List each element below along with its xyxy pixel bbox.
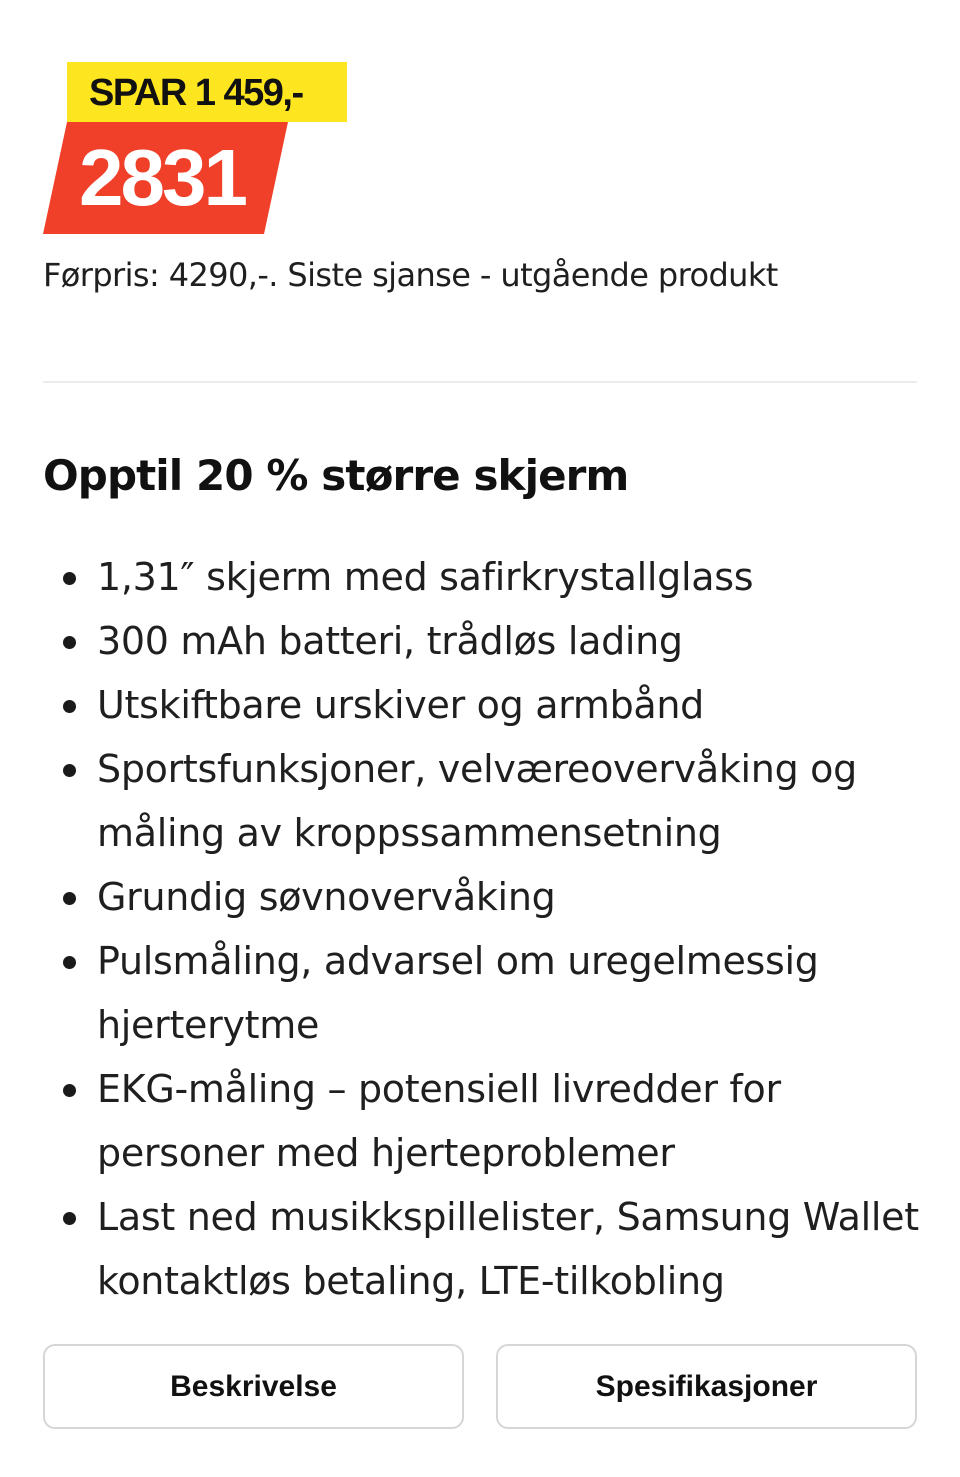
save-badge: SPAR 1 459,- xyxy=(67,62,347,122)
feature-text: 1,31″ skjerm med safirkrystallglass xyxy=(97,555,754,599)
feature-text: EKG-måling – potensiell livredder for personer med hjerteproblemer xyxy=(97,1067,781,1175)
feature-item xyxy=(43,865,923,929)
feature-text: Sportsfunksjoner, velværeovervåking og måling av kroppssammensetning xyxy=(97,747,857,855)
feature-item xyxy=(43,1057,923,1185)
previous-price-note: Førpris: 4290,-. Siste sjanse - utgående produkt xyxy=(43,256,778,294)
feature-text: 300 mAh batteri, trådløs lading xyxy=(97,619,683,663)
bullet-icon xyxy=(63,636,76,649)
feature-item xyxy=(43,1185,923,1313)
bullet-icon xyxy=(63,764,76,777)
bullet-icon xyxy=(63,700,76,713)
bullet-icon xyxy=(63,892,76,905)
bullet-icon xyxy=(63,1212,76,1225)
feature-text: Pulsmåling, advarsel om uregelmessig hjerterytme xyxy=(97,939,819,1047)
feature-item xyxy=(43,609,923,673)
feature-item xyxy=(43,929,923,1057)
section-divider xyxy=(43,381,917,383)
feature-item xyxy=(43,737,923,865)
price-block xyxy=(43,62,353,234)
feature-item xyxy=(43,545,923,609)
bullet-icon xyxy=(63,1084,76,1097)
feature-list xyxy=(43,545,923,1313)
specifications-tab-button[interactable]: Spesifikasjoner xyxy=(496,1344,917,1429)
feature-heading: Opptil 20 % større skjerm xyxy=(43,451,629,500)
bullet-icon xyxy=(63,572,76,585)
current-price: 2831 xyxy=(79,133,245,222)
feature-text: Grundig søvnovervåking xyxy=(97,875,556,919)
feature-text: Utskiftbare urskiver og armbånd xyxy=(97,683,704,727)
bullet-icon xyxy=(63,956,76,969)
feature-item xyxy=(43,673,923,737)
description-tab-button[interactable]: Beskrivelse xyxy=(43,1344,464,1429)
feature-text: Last ned musikkspillelister, Samsung Wallet kontaktløs betaling, LTE-tilkobling xyxy=(97,1195,919,1303)
price-tag xyxy=(43,122,288,234)
